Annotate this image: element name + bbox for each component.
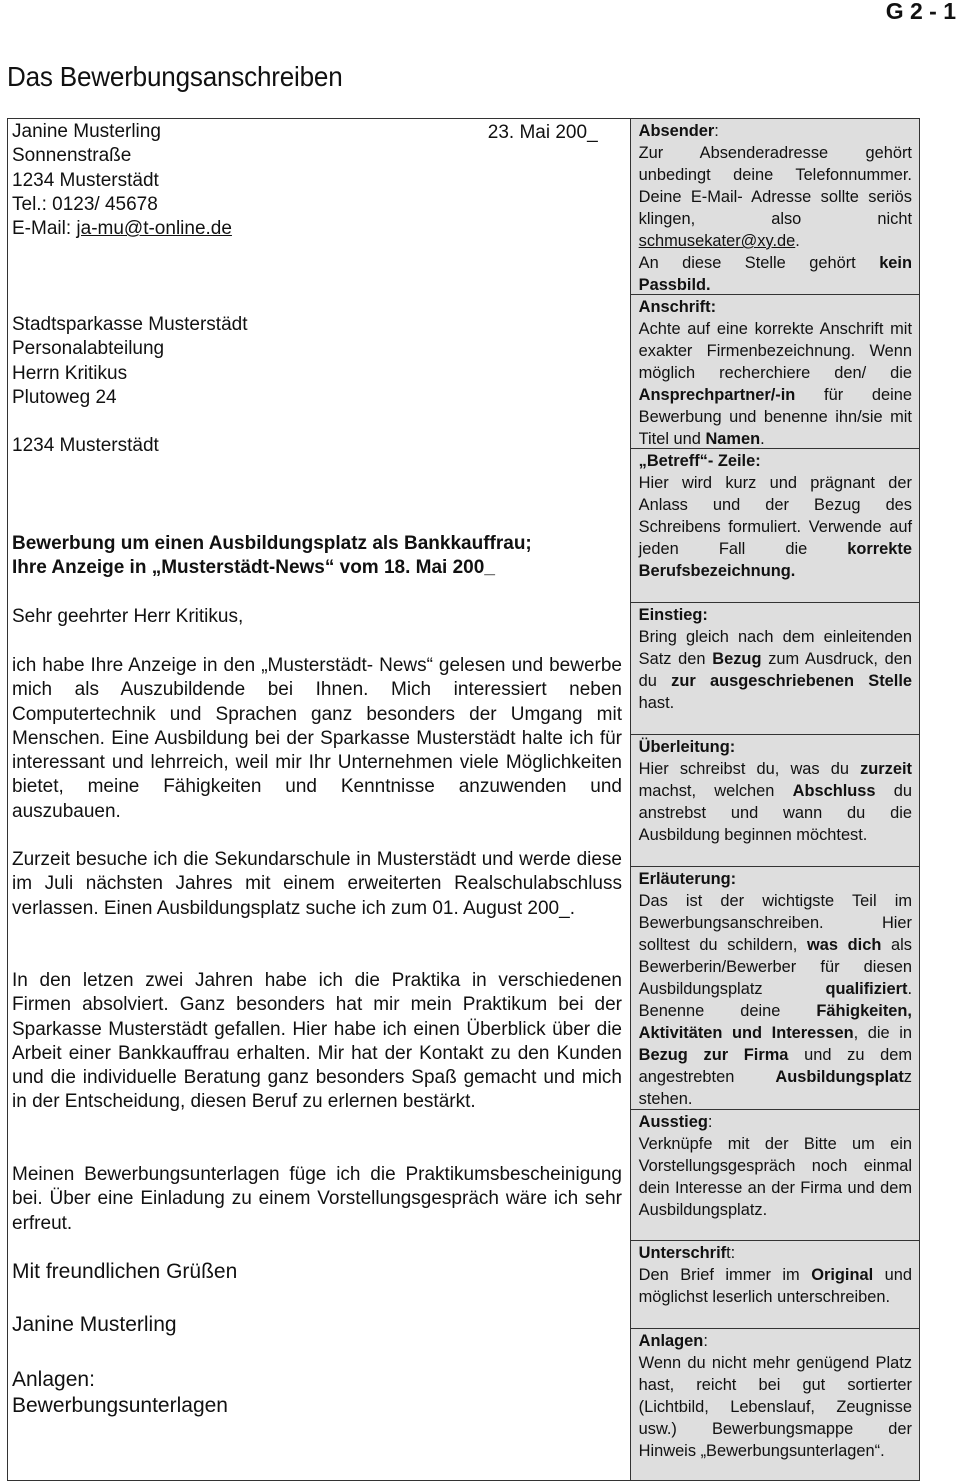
note-run: du anstrebst und wann du die Ausbildung beginnen möchtest. xyxy=(638,782,912,844)
letter-sheet xyxy=(7,118,920,1481)
note-text xyxy=(639,320,912,448)
note-emphasis: Fähigkeiten, Aktivitäten und Interessen xyxy=(638,1002,912,1042)
note-heading: Einstieg: xyxy=(638,606,708,624)
page-title: Das Bewerbungsanschreiben xyxy=(7,60,343,92)
note-anschrift xyxy=(631,295,919,449)
note-emphasis: Namen xyxy=(705,430,761,448)
note-run: Zur Absenderadresse gehört unbedingt deine Telefonnummer. Deine E-Mail- Adresse sollte seriös klingen, also nicht xyxy=(638,144,912,228)
attachments-label: Anlagen: xyxy=(12,1368,95,1391)
recipient-street: Plutoweg 24 xyxy=(12,386,117,408)
note-run: . xyxy=(760,430,765,448)
note-run: hast. xyxy=(638,694,675,712)
recipient-department: Personalabteilung xyxy=(12,338,165,360)
note-emphasis: was dich xyxy=(807,936,882,954)
recipient-address xyxy=(12,313,622,458)
note-emphasis: Bezug zur Firma xyxy=(638,1046,789,1064)
sender-email-link[interactable]: ja-mu@t-online.de xyxy=(76,218,232,240)
subject-line-1: Bewerbung um einen Ausbildungsplatz als Bankkauffrau; xyxy=(12,533,532,554)
note-run: und möglichst leserlich unterschreiben. xyxy=(638,1266,912,1306)
sender-city: 1234 Musterstädt xyxy=(12,169,159,191)
note-emphasis: Ansprechpartner/-in xyxy=(638,386,796,404)
note-heading: Unterschrift: xyxy=(638,1244,736,1262)
note-heading: Absender: xyxy=(638,122,719,140)
sender-street: Sonnenstraße xyxy=(12,145,132,167)
body-paragraph-1: ich habe Ihre Anzeige in den „Musterstädt- News“ gelesen und bewerbe mich als Auszubildende bei Ihnen. Mich interessiert neben Computertechnik und Sprachen ganz besonders der Umgang mit Menschen. Eine Ausbildung bei der Sparkasse Musterstädt halte ich für interessant und lehrreich, weil mir Ihr Unternehmen viele Möglichkeiten bietet, meine Fähigkeiten und Kenntnisse anzuwenden und auszubauen. xyxy=(12,655,622,822)
note-run: als Bewerberin/Bewerber für diesen Ausbildungsplatz xyxy=(638,936,912,998)
note-run: machst, welchen xyxy=(638,782,793,800)
note-run: und zu dem angestrebten xyxy=(638,1046,912,1086)
page-number: G 2 - 1 xyxy=(885,0,956,24)
body-paragraph-4: Meinen Bewerbungsunterlagen füge ich die Praktikumsbescheinigung bei. Über eine Einladung zu einem Vorstellungsgespräch wäre ich sehr erfreut. xyxy=(12,1164,622,1234)
note-run: Den Brief immer im xyxy=(638,1266,812,1284)
body-paragraph-3: In den letzen zwei Jahren habe ich die Praktika in verschiedenen Firmen absolviert. Ganz besonders hat mir mein Praktikum bei der Sparkasse Musterstädt gefallen. Hier habe ich einen Überblick über die Arbeit einer Bankkauffrau erhalten. Mir hat der Kontakt zu den Kunden und die individuelle Beratung ganz besonders Spaß gemacht und mich in der Entscheidung, diesen Beruf zu erlernen bestärkt. xyxy=(12,970,622,1113)
attachments xyxy=(12,1367,622,1419)
note-text xyxy=(639,760,912,844)
note-emphasis: korrekte Berufsbezeichnung. xyxy=(638,540,912,580)
note-run: für deine Bewerbung und benenne ihn/sie mit Titel und xyxy=(638,386,912,448)
note-run: , die in xyxy=(853,1024,912,1042)
note-run: z stehen. xyxy=(638,1068,912,1108)
note-run: Hier schreibst du, was du xyxy=(638,760,861,778)
note-run: Hier wird kurz und prägnant der Anlass und der Bezug des Schreibens formuliert. Verwende auf jeden Fall die xyxy=(638,474,912,558)
note-example-email[interactable]: schmusekater@xy.de xyxy=(638,232,796,250)
note-run: Bring gleich nach dem einleitenden Satz den xyxy=(638,628,912,668)
note-erlaeuterung xyxy=(631,867,919,1110)
note-emphasis: Ausbildungsplat xyxy=(775,1068,904,1086)
subject-line-2: Ihre Anzeige in „Musterstädt-News“ vom 18. Mai 200_ xyxy=(12,557,495,579)
note-run: Achte auf eine korrekte Anschrift mit exakter Firmenbezeichnung. Wenn möglich recherchiere den/ die xyxy=(638,320,912,382)
sender-name: Janine Musterling xyxy=(12,121,161,142)
note-text xyxy=(639,144,912,294)
note-unterschrift xyxy=(631,1241,919,1329)
note-ausstieg xyxy=(631,1110,919,1241)
recipient-city: 1234 Musterstädt xyxy=(12,435,159,457)
note-text xyxy=(639,1354,912,1460)
note-text xyxy=(639,474,912,580)
sender-email-line xyxy=(12,217,622,241)
note-emphasis: Abschluss xyxy=(792,782,876,800)
note-run: Das ist der wichtigste Teil im Bewerbungsanschreiben. Hier solltest du schildern, xyxy=(638,892,912,954)
attachments-value: Bewerbungsunterlagen xyxy=(12,1394,228,1417)
note-heading: Ausstieg: xyxy=(638,1113,713,1131)
note-anlagen xyxy=(631,1329,919,1480)
note-absender xyxy=(631,119,919,295)
note-run: Verknüpfe mit der Bitte um ein Vorstellungsgespräch noch einmal dein Interesse an der Firma und dem Ausbildungsplatz. xyxy=(638,1135,912,1219)
sender-phone: Tel.: 0123/ 45678 xyxy=(12,193,158,215)
signature: Janine Musterling xyxy=(12,1313,177,1336)
note-einstieg xyxy=(631,603,919,735)
note-text xyxy=(639,892,912,1108)
note-run: An diese Stelle gehört xyxy=(638,254,880,272)
subject-line xyxy=(12,532,622,581)
note-emphasis: Bezug xyxy=(712,650,762,668)
note-heading: Erläuterung: xyxy=(638,870,737,888)
note-emphasis: Original xyxy=(811,1266,874,1284)
body-paragraph-2: Zurzeit besuche ich die Sekundarschule in Musterstädt und werde diese im Juli nächsten Jahres mit einem erweiterten Realschulabschluss verlassen. Einen Ausbildungsplatz suche ich zum 01. August 200_. xyxy=(12,849,622,919)
guidance-notes-column xyxy=(630,119,919,1480)
closing: Mit freundlichen Grüßen xyxy=(12,1260,238,1283)
recipient-company: Stadtsparkasse Musterstädt xyxy=(12,314,248,335)
letter-date: 23. Mai 200_ xyxy=(487,122,598,143)
note-run: zum Ausdruck, den du xyxy=(638,650,912,690)
note-heading: Anschrift: xyxy=(638,298,717,316)
salutation: Sehr geehrter Herr Kritikus, xyxy=(12,606,244,627)
sender-address xyxy=(12,120,622,241)
sample-letter xyxy=(8,119,630,1480)
recipient-person: Herrn Kritikus xyxy=(12,362,128,384)
note-run: Wenn du nicht mehr genügend Platz hast, reicht bei gut sortierter (Lichtbild, Lebenslauf, Zeugnisse usw.) Bewerbungsmappe der Hinweis „Bewerbungsunterlagen“. xyxy=(638,1354,912,1460)
note-text xyxy=(639,628,912,712)
note-run: . Benenne deine xyxy=(638,980,912,1020)
note-text xyxy=(639,1266,912,1306)
note-heading: Überleitung: xyxy=(638,738,736,756)
note-betreff xyxy=(631,449,919,603)
note-ueberleitung xyxy=(631,735,919,867)
note-emphasis: kein Passbild. xyxy=(638,254,912,294)
note-emphasis: qualifiziert xyxy=(825,980,908,998)
note-emphasis: zur ausgeschriebenen Stelle xyxy=(671,672,912,690)
note-text xyxy=(639,1135,912,1219)
note-emphasis: zurzeit xyxy=(860,760,912,778)
note-heading: „Betreff“- Zeile: xyxy=(638,452,761,470)
note-run: . xyxy=(795,232,800,250)
note-heading: Anlagen: xyxy=(638,1332,708,1350)
sender-email-label: E-Mail: xyxy=(12,218,77,240)
